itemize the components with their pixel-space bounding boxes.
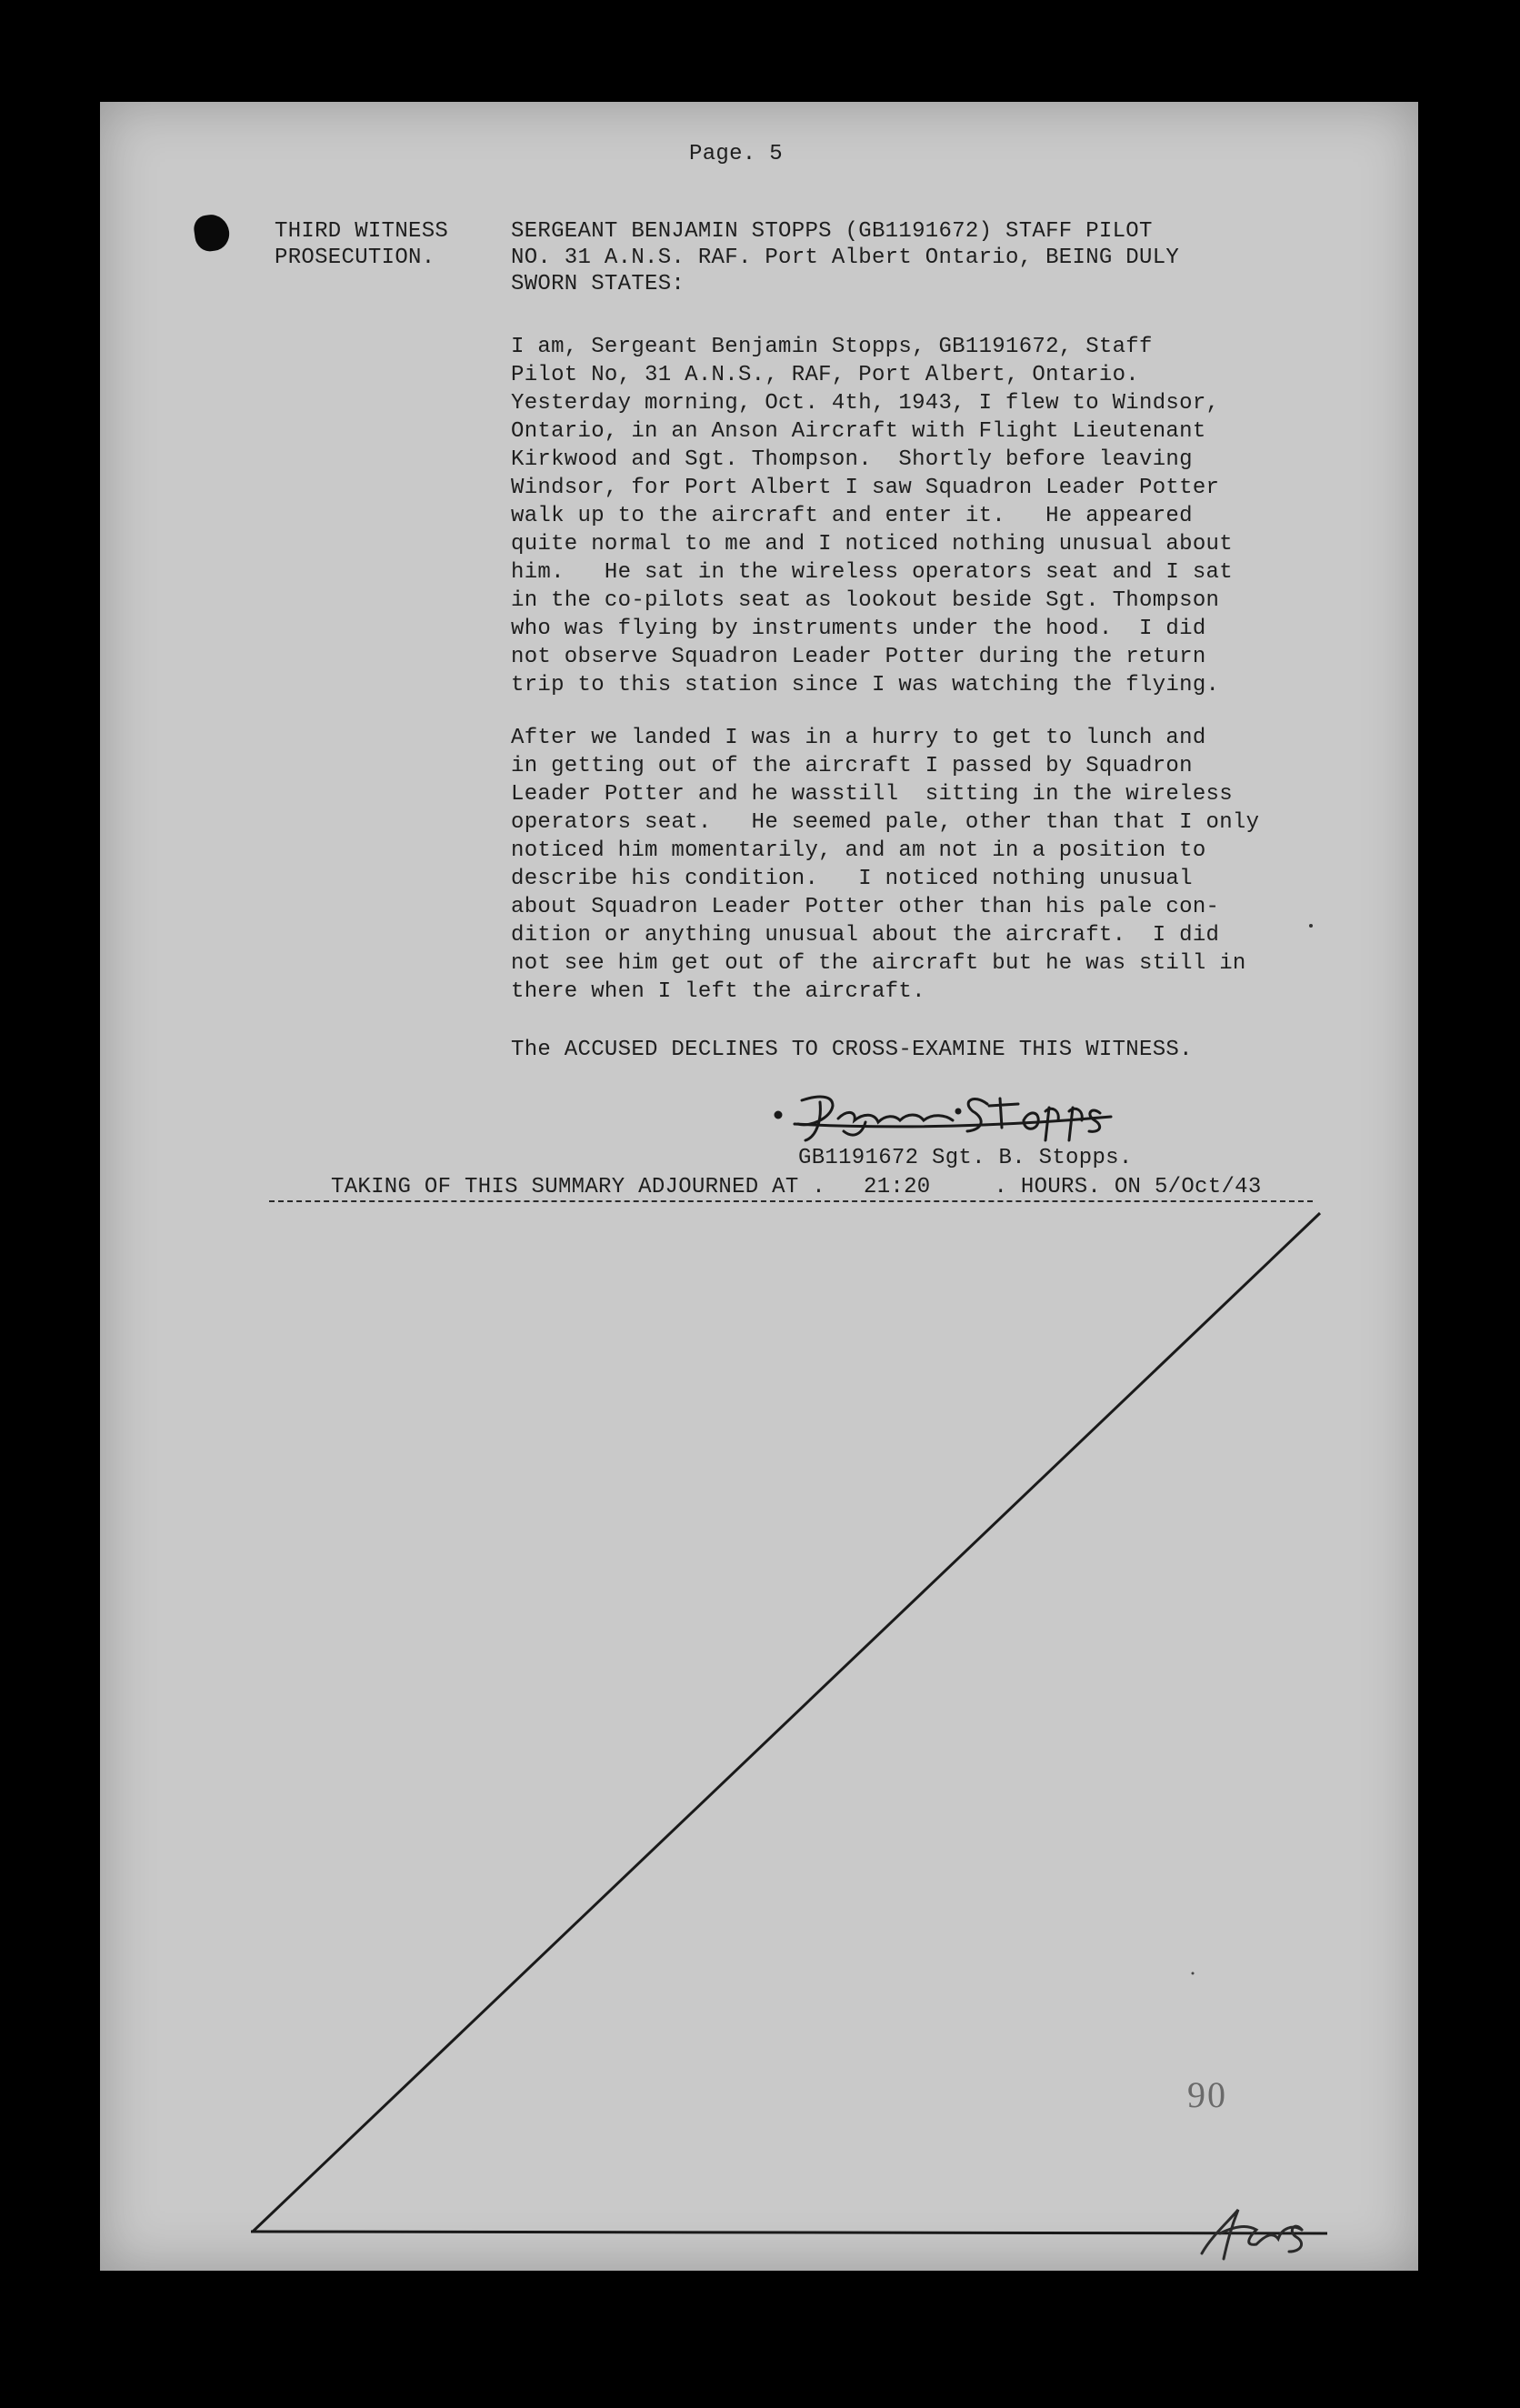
statement-line: noticed him momentarily, and am not in a position to xyxy=(511,838,1206,863)
statement-line: about Squadron Leader Potter other than his pale con- xyxy=(511,895,1220,919)
signature-caption: GB1191672 Sgt. B. Stopps. xyxy=(798,1146,1133,1170)
statement-line: walk up to the aircraft and enter it. He appeared xyxy=(511,504,1193,528)
adjournment-suffix: . HOURS. ON 5/Oct/43 xyxy=(994,1175,1262,1199)
statement-line: Leader Potter and he wasstill sitting in the wireless xyxy=(511,782,1233,807)
statement-line: not see him get out of the aircraft but he was still in xyxy=(511,951,1246,976)
statement-line: quite normal to me and I noticed nothing unusual about xyxy=(511,532,1233,557)
statement-line: Windsor, for Port Albert I saw Squadron Leader Potter xyxy=(511,476,1220,500)
page-markings xyxy=(100,102,1418,2271)
statement-line: I am, Sergeant Benjamin Stopps, GB1191672, Staff xyxy=(511,335,1153,359)
statement-line: operators seat. He seemed pale, other than that I only xyxy=(511,810,1260,835)
statement-line: who was flying by instruments under the hood. I did xyxy=(511,617,1206,641)
statement-line: After we landed I was in a hurry to get to lunch and xyxy=(511,726,1206,750)
statement-line: in the co-pilots seat as lookout beside Sgt. Thompson xyxy=(511,588,1220,613)
bottom-rule xyxy=(251,2232,1327,2233)
adjournment-time: 21:20 xyxy=(864,1175,931,1199)
statement-line: trip to this station since I was watching the flying. xyxy=(511,673,1220,697)
page-stamp: 90 xyxy=(1187,2074,1227,2115)
witness-label-line: PROSECUTION. xyxy=(275,246,435,270)
statement-line: in getting out of the aircraft I passed by Squadron xyxy=(511,754,1193,778)
header-line: SWORN STATES: xyxy=(511,272,685,296)
statement-line: describe his condition. I noticed nothing unusual xyxy=(511,867,1193,891)
statement-line: Ontario, in an Anson Aircraft with Flight Lieutenant xyxy=(511,419,1206,444)
statement-line: there when I left the aircraft. xyxy=(511,979,925,1004)
adjournment-prefix: TAKING OF THIS SUMMARY ADJOURNED AT . xyxy=(331,1175,825,1199)
statement-line: Yesterday morning, Oct. 4th, 1943, I flew to Windsor, xyxy=(511,391,1220,416)
statement-line: Kirkwood and Sgt. Thompson. Shortly before leaving xyxy=(511,447,1193,472)
statement-line: him. He sat in the wireless operators seat and I sat xyxy=(511,560,1233,585)
header-line: NO. 31 A.N.S. RAF. Port Albert Ontario, BEING DULY xyxy=(511,246,1180,270)
header-line: SERGEANT BENJAMIN STOPPS (GB1191672) STAFF PILOT xyxy=(511,219,1153,244)
witness-label-line: THIRD WITNESS xyxy=(275,219,449,244)
cancellation-diagonal xyxy=(253,1213,1320,2232)
statement-line: not observe Squadron Leader Potter during the return xyxy=(511,645,1206,669)
document-page xyxy=(100,102,1418,2271)
signature-handwritten xyxy=(775,1097,1111,1140)
cross-examination-note: The ACCUSED DECLINES TO CROSS-EXAMINE THIS WITNESS. xyxy=(511,1038,1193,1062)
statement-line: Pilot No, 31 A.N.S., RAF, Port Albert, Ontario. xyxy=(511,363,1140,387)
statement-line: dition or anything unusual about the aircraft. I did xyxy=(511,923,1220,948)
page-number: Page. 5 xyxy=(689,142,783,166)
